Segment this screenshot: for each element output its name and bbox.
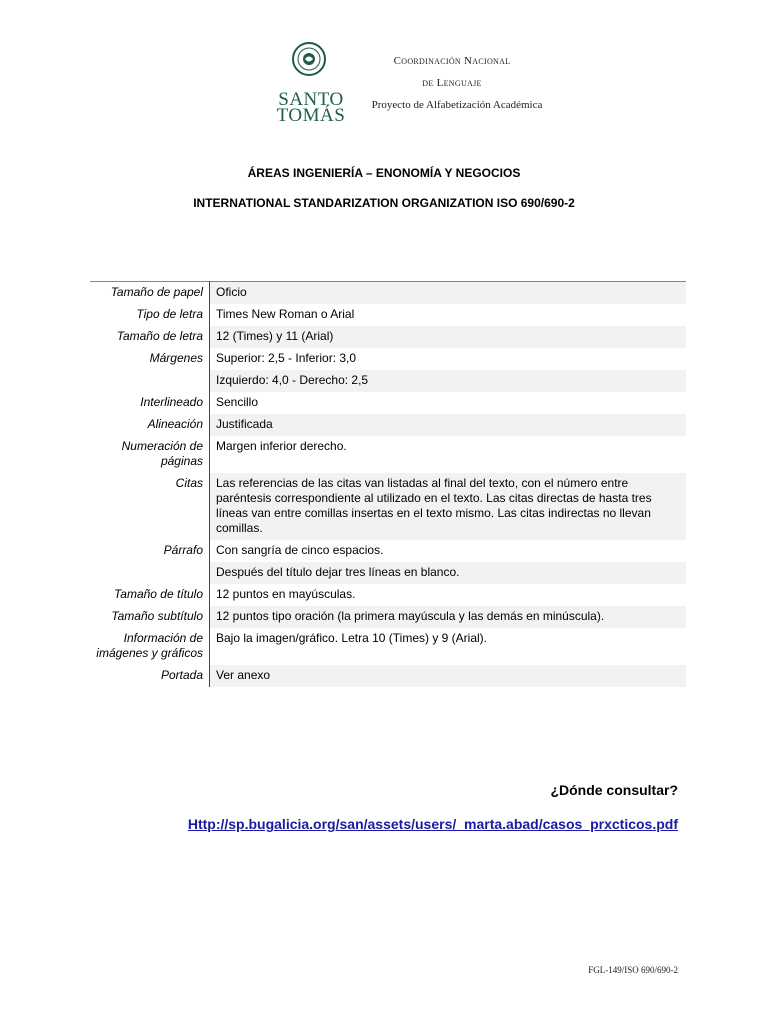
spec-value: Después del título dejar tres líneas en blanco. <box>210 562 687 584</box>
spec-value: Izquierdo: 4,0 - Derecho: 2,5 <box>210 370 687 392</box>
document-subtitle: INTERNATIONAL STANDARIZATION ORGANIZATION ISO 690/690-2 <box>193 196 575 210</box>
coordination-line1: Coordinación Nacional <box>393 55 511 67</box>
format-specs-table <box>90 281 686 687</box>
spec-value: Las referencias de las citas van listadas al final del texto, con el número entre paréntesis correspondiente al utilizado en el texto. Las citas directas de hasta tres líneas van entre comillas insertas en el texto mismo. Las citas indirectas no llevan comillas. <box>210 473 687 540</box>
document-title: ÁREAS INGENIERÍA – ENONOMÍA Y NEGOCIOS <box>247 166 521 180</box>
spec-label: Citas <box>90 473 210 540</box>
spec-label: Tipo de letra <box>90 304 210 326</box>
spec-value: Justificada <box>210 414 687 436</box>
spec-value: 12 puntos tipo oración (la primera mayúscula y las demás en minúscula). <box>210 606 687 628</box>
spec-label <box>90 370 210 392</box>
spec-value: Ver anexo <box>210 665 687 687</box>
spec-row <box>90 606 686 628</box>
spec-row <box>90 392 686 414</box>
logo-text-line1: SANTO <box>278 89 344 110</box>
consult-heading: ¿Dónde consultar? <box>550 782 678 798</box>
spec-label: Numeración de páginas <box>90 436 210 473</box>
spec-row <box>90 628 686 665</box>
spec-row <box>90 282 686 305</box>
spec-label: Tamaño de título <box>90 584 210 606</box>
spec-row <box>90 584 686 606</box>
spec-value: Times New Roman o Arial <box>216 307 355 321</box>
spec-value: 12 puntos en mayúsculas. <box>216 587 356 601</box>
spec-value: Sencillo <box>216 395 259 409</box>
spec-label: Párrafo <box>90 540 210 562</box>
spec-label: Información de imágenes y gráficos <box>90 628 210 665</box>
spec-label: Alineación <box>90 414 210 436</box>
spec-value: Superior: 2,5 - Inferior: 3,0 <box>216 351 357 365</box>
spec-row <box>90 304 686 326</box>
spec-row <box>90 562 686 584</box>
spec-value: Oficio <box>210 282 687 305</box>
footer-code: FGL-149/ISO 690/690-2 <box>588 965 678 975</box>
spec-label: Tamaño de letra <box>90 326 210 348</box>
reference-link[interactable]: Http://sp.bugalicia.org/san/assets/users/_marta.abad/casos_prxcticos.pdf <box>187 816 678 832</box>
spec-row <box>90 348 686 370</box>
spec-value: Margen inferior derecho. <box>216 439 347 453</box>
spec-label: Márgenes <box>90 348 210 370</box>
project-name: Proyecto de Alfabetización Académica <box>371 99 543 111</box>
spec-row <box>90 665 686 687</box>
spec-row <box>90 436 686 473</box>
spec-row <box>90 540 686 562</box>
spec-label: Tamaño de papel <box>90 282 210 305</box>
spec-value: Con sangría de cinco espacios. <box>216 543 384 557</box>
spec-label: Tamaño subtítulo <box>90 606 210 628</box>
spec-value: 12 (Times) y 11 (Arial) <box>210 326 687 348</box>
university-seal-icon <box>292 42 326 76</box>
spec-row <box>90 370 686 392</box>
coordination-line2: de Lenguaje <box>422 77 482 89</box>
spec-row <box>90 473 686 540</box>
spec-value: Bajo la imagen/gráfico. Letra 10 (Times) y 9 (Arial). <box>216 631 487 645</box>
spec-row <box>90 414 686 436</box>
document-header <box>276 38 576 128</box>
logo-text-line2: TOMÁS <box>276 105 346 126</box>
spec-label: Interlineado <box>90 392 210 414</box>
spec-label: Portada <box>90 665 210 687</box>
spec-row <box>90 326 686 348</box>
spec-label <box>90 562 210 584</box>
